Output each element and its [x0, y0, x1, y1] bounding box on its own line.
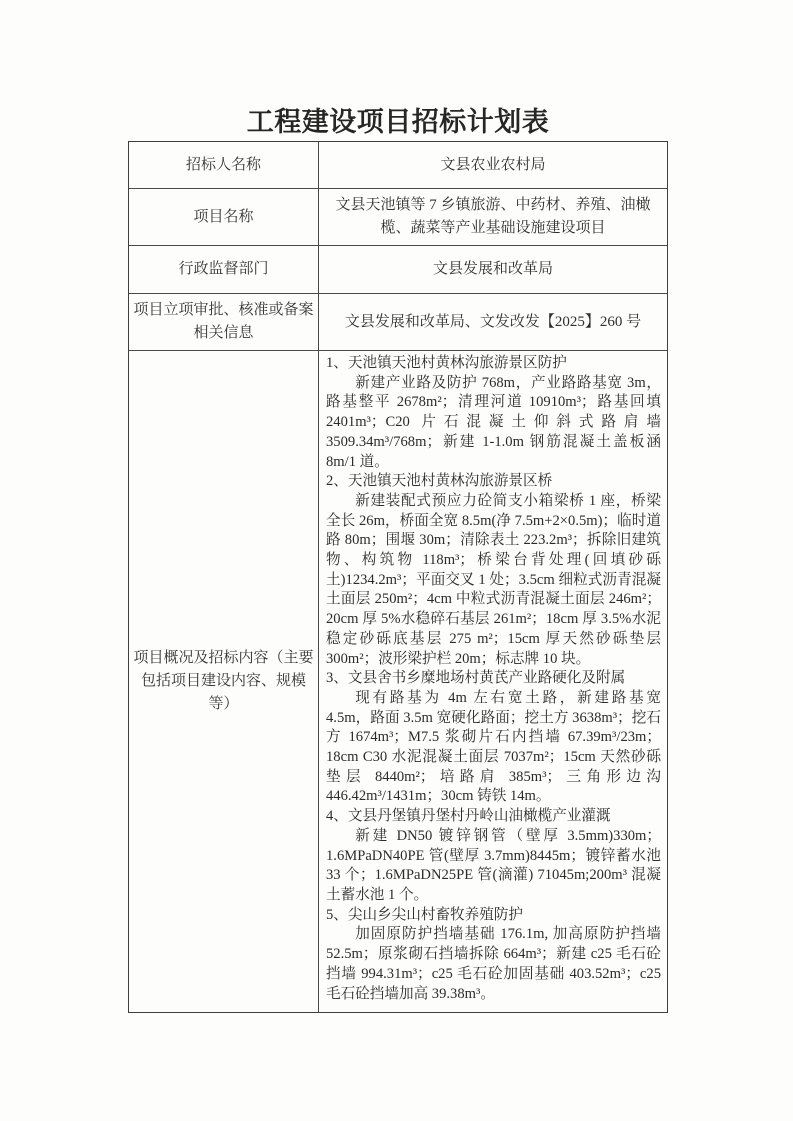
section-1-heading: 1、天池镇天池村黄林沟旅游景区防护: [326, 355, 567, 371]
table-row-approval-info: [129, 293, 667, 350]
row-label: 项目立项审批、核准或备案相关信息: [129, 294, 319, 350]
row-label: 项目名称: [129, 189, 319, 245]
row-value: 文县发展和改革局、文发改发【2025】260 号: [344, 313, 642, 330]
section-3-heading: 3、文县舍书乡糜地场村黄芪产业路硬化及附属: [326, 670, 626, 687]
row-label: 项目概况及招标内容（主要包括项目建设内容、规模等）: [129, 351, 319, 1012]
section-3-body: 现有路基为 4m 左右宽土路，新建路基宽 4.5m，路面 3.5m 宽硬化路面；挖土方 3638m³；挖石方 1674m³；M7.5 浆砌片石内挡墙 67.39m³/23m；18cm C30 水泥混凝土面层 7037m²；15cm 天然砂砾垫层 8440m²；培路肩 385m³；三角形边沟 446.42m³/1431m；30cm 铸铁 14m。: [326, 689, 661, 805]
row-value: 文县天池镇等 7 乡镇旅游、中药材、养殖、油橄榄、蔬菜等产业基础设施建设项目: [335, 197, 651, 236]
table-row-supervising-department: [129, 245, 667, 293]
section-5-body: 加固原防护挡墙基础 176.1m, 加高原防护挡墙 52.5m；原浆砌石挡墙拆除 664m³；新建 c25 毛石砼挡墙 994.31m³；c25 毛石砼加固基础 403.52m³；c25 毛石砼挡墙加高 39.38m³。: [326, 926, 661, 1002]
project-overview-content: [319, 351, 667, 1012]
section-4-heading: 4、文县丹堡镇丹堡村丹岭山油橄榄产业灌溉: [326, 808, 611, 825]
section-2-body: 新建装配式预应力砼简支小箱梁桥 1 座，桥梁全长 26m，桥面全宽 8.5m(净 7.5m+2×0.5m)；临时道路 80m；围堰 30m；清除表土 223.2m³；拆除旧建筑物、构筑物 118m³；桥梁台背处理(回填砂砾土)1234.2m³；平面交叉 1 处；3.5cm 细粒式沥青混凝土面层 250m²；4cm 中粒式沥青混凝土面层 246m²；20cm 厚 5%水稳碎石基层 261m²；18cm 厚 3.5%水泥稳定砂砾底基层 275 m²；15cm 厚天然砂砾垫层 300m²；波形梁护栏 20m；标志牌 10 块。: [326, 492, 661, 667]
row-value: 文县发展和改革局: [432, 261, 553, 277]
row-value: 文县农业农村局: [440, 156, 546, 173]
section-4-body: 新建 DN50 镀锌钢管（壁厚 3.5mm)330m；1.6MPaDN40PE 管(壁厚 3.7mm)8445m；镀锌蓄水池 33 个；1.6MPaDN25PE 管(滴灌) 71045m;200m³ 混凝土蓄水池 1 个。: [326, 827, 661, 903]
row-label: 招标人名称: [129, 142, 319, 188]
bidding-plan-table: [128, 141, 668, 1013]
section-1-body: 新建产业路及防护 768m，产业路路基宽 3m，路基整平 2678m²；清理河道 10910m³；路基回填 2401m³；C20 片石混凝土仰斜式路肩墙 3509.34m³/768m；新建 1-1.0m 钢筋混凝土盖板涵 8m/1 道。: [326, 374, 661, 470]
table-row-bidder-name: [129, 142, 667, 188]
table-row-project-name: [129, 188, 667, 245]
section-2-heading: 2、天池镇天池村黄林沟旅游景区桥: [326, 473, 553, 490]
section-5-heading: 5、尖山乡尖山村畜牧养殖防护: [326, 906, 524, 923]
row-label: 行政监督部门: [129, 246, 319, 293]
page-title: 工程建设项目招标计划表: [246, 107, 550, 137]
table-row-project-overview: [129, 350, 667, 1012]
